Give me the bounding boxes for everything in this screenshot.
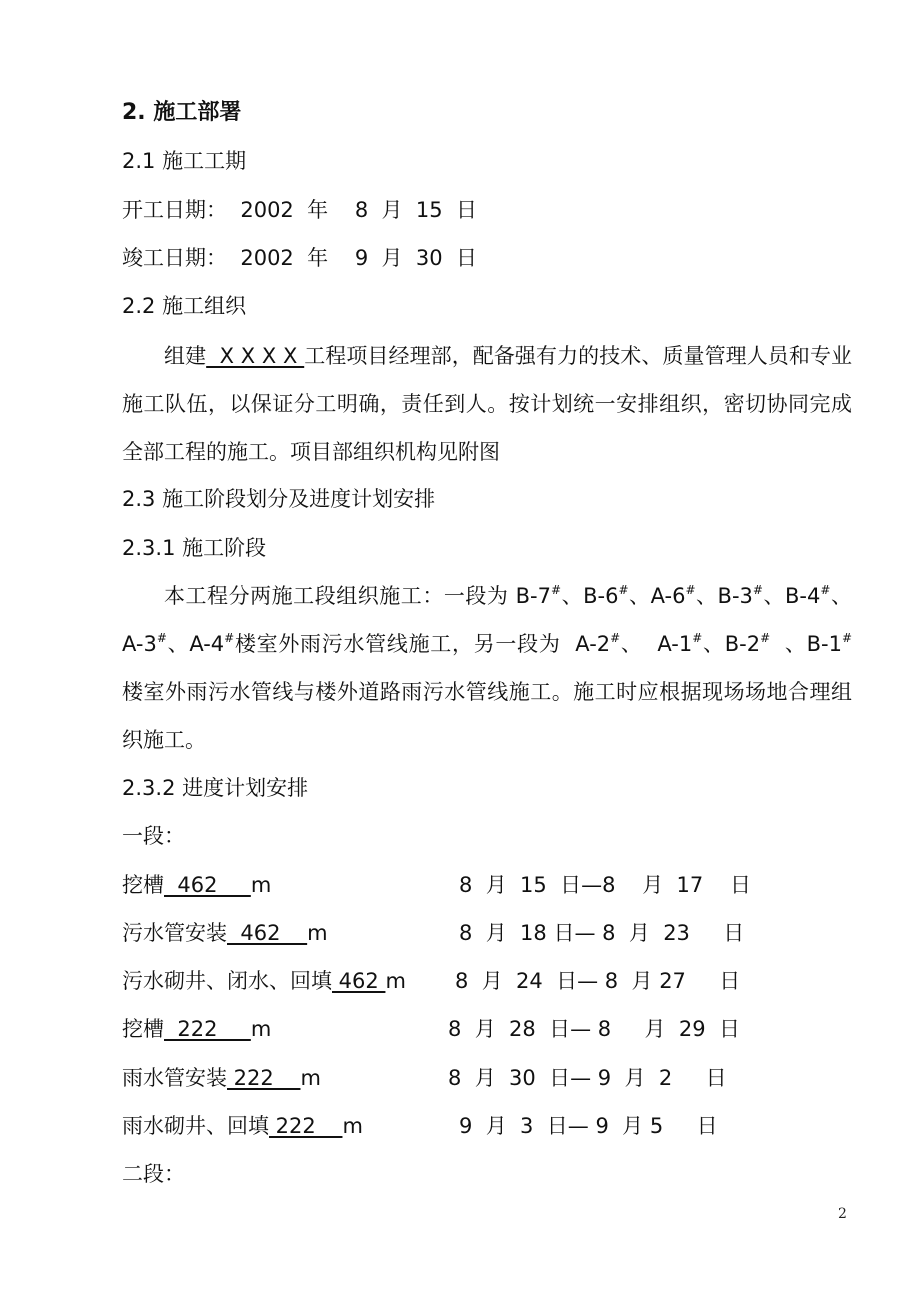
building-mark: # <box>156 631 167 645</box>
task-period: 8 月 24 日— 8 月 27 日 <box>455 969 741 993</box>
task-name: 污水砌井、闭水、回填 <box>122 969 332 993</box>
stage-text: 、B-2 <box>702 632 761 656</box>
task-quantity: 462 <box>164 873 251 897</box>
task-name: 挖槽 <box>122 1017 164 1041</box>
organization-paragraph <box>122 332 852 476</box>
task-unit: m <box>385 969 406 993</box>
project-name-blank: X X X X <box>206 344 305 368</box>
building-mark: # <box>841 631 853 645</box>
subsection-2-3-1: 2.3.1 施工阶段 <box>122 536 267 560</box>
task-period: 8 月 15 日—8 月 17 日 <box>459 873 751 897</box>
stage-text: 、A-6 <box>628 584 686 608</box>
stage-text: 、A-4 <box>166 632 225 656</box>
org-prefix: 组建 <box>164 344 207 368</box>
task-quantity: 462 <box>227 921 308 945</box>
schedule-row <box>122 1112 842 1142</box>
building-mark: # <box>610 631 621 645</box>
task-unit: m <box>250 1017 272 1041</box>
task-quantity: 222 <box>227 1066 301 1090</box>
schedule-row <box>122 1064 842 1094</box>
task-quantity: 462 <box>332 969 386 993</box>
task-unit: m <box>300 1066 321 1090</box>
task-unit: m <box>307 921 328 945</box>
end-date: 竣工日期： 2002 年 9 月 30 日 <box>122 246 477 270</box>
task-name: 雨水砌井、回填 <box>122 1114 269 1138</box>
section-title: 2. 施工部署 <box>122 100 242 125</box>
schedule-row <box>122 967 842 997</box>
start-date: 开工日期： 2002 年 8 月 15 日 <box>122 198 477 222</box>
task-unit: m <box>250 873 272 897</box>
building-mark: # <box>752 583 763 597</box>
task-unit: m <box>342 1114 363 1138</box>
stage-paragraph <box>122 572 852 764</box>
task-quantity: 222 <box>164 1017 251 1041</box>
stage-text: 、 A-1 <box>620 632 693 656</box>
org-text: 工程项目经理部，配备强有力的技术、质量管理人员和专业施工队伍，以保证分工明确，责任到人。按计划统一安排组织，密切协同完成全部工程的施工。项目部组织机构见附图 <box>122 344 853 464</box>
segment-one-label: 一段： <box>122 824 185 848</box>
building-mark: # <box>685 583 696 597</box>
schedule-row <box>122 1015 842 1045</box>
subsection-2-3: 2.3 施工阶段划分及进度计划安排 <box>122 487 436 511</box>
stage-text: 楼室外雨污水管线与楼外道路雨污水管线施工。施工时应根据现场场地合理组织施工。 <box>122 680 852 752</box>
task-quantity: 222 <box>269 1114 343 1138</box>
stage-text: 、B-3 <box>695 584 753 608</box>
segment-two-label: 二段： <box>122 1162 185 1186</box>
building-mark: # <box>551 583 562 597</box>
task-period: 9 月 3 日— 9 月 5 日 <box>459 1114 718 1138</box>
task-period: 8 月 18 日— 8 月 23 日 <box>459 921 745 945</box>
stage-text: 、B-1 <box>770 632 842 656</box>
schedule-row <box>122 919 842 949</box>
stage-text: 本工程分两施工段组织施工：一段为 B-7 <box>164 584 551 608</box>
subsection-2-2: 2.2 施工组织 <box>122 294 247 318</box>
subsection-2-1: 2.1 施工工期 <box>122 149 247 173</box>
stage-text: 、B-4 <box>762 584 821 608</box>
stage-text: 楼室外雨污水管线施工，另一段为 A-2 <box>234 632 611 656</box>
task-period: 8 月 30 日— 9 月 2 日 <box>448 1066 727 1090</box>
subsection-2-3-2: 2.3.2 进度计划安排 <box>122 776 309 800</box>
building-mark: # <box>224 631 235 645</box>
task-period: 8 月 28 日— 8 月 29 日 <box>448 1017 740 1041</box>
page-number: 2 <box>838 1206 847 1222</box>
stage-text: 、A-3 <box>122 584 852 656</box>
building-mark: # <box>618 583 629 597</box>
task-name: 雨水管安装 <box>122 1066 227 1090</box>
stage-text: 、B-6 <box>561 584 619 608</box>
schedule-row <box>122 871 842 901</box>
building-mark: # <box>820 583 831 597</box>
building-mark: # <box>760 631 771 645</box>
task-name: 挖槽 <box>122 873 164 897</box>
building-mark: # <box>692 631 703 645</box>
task-name: 污水管安装 <box>122 921 227 945</box>
